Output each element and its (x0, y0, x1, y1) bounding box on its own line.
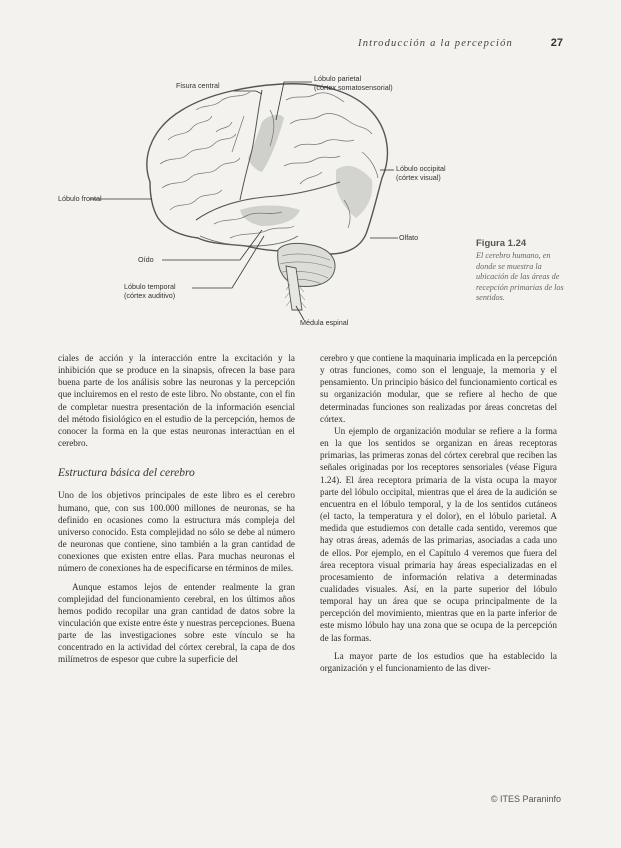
label-lobulo-occipital: Lóbulo occipital (396, 164, 446, 173)
left-paragraph-1: ciales de acción y la interacción entre la excitación y la inhibición que se produce en la sinapsis, ofrecen la base para buena parte de los análisis sobre las neuronas y la percepción que incluiremos en el resto de este libro. No obstante, con el fin de completar nuestra presentación de la información esencial del método fisiológico en el estudio de la percepción, hemos de conocer la forma en la que estas neuronas interactúan en el cerebro. (58, 353, 295, 449)
label-lobulo-occipital-sub: (córtex visual) (396, 173, 441, 182)
right-column (320, 352, 557, 674)
label-oido: Oído (138, 255, 154, 264)
occipital-shaded-area (336, 166, 372, 218)
figure-caption (476, 238, 571, 304)
label-lobulo-parietal: Lóbulo parietal (314, 74, 362, 83)
label-lobulo-parietal-sub: (córtex somatosensorial) (314, 83, 393, 92)
left-paragraph-2: Uno de los objetivos principales de este libro es el cerebro humano, que, con sus 100.000 millones de neuronas, se ha definido en ocasiones como la estructura más compleja del universo conocido. Esta complejidad no sólo se debe al número de neuronas que contiene, sino también a la gran cantidad de conexiones que existen entre ellas. Para muchas neuronas el número de conexiones ha de especificarse en términos de miles. (58, 490, 295, 574)
label-lobulo-temporal: Lóbulo temporal (124, 282, 176, 291)
running-title: Introducción a la percepción (358, 38, 513, 49)
right-paragraph-1: cerebro y que contiene la maquinaria implicada en la percepción y otras funciones, como son el lenguaje, la memoria y el pensamiento. Un principio básico del funcionamiento cortical es su organización modular, que se refiere al hecho de que determinadas funciones son realizadas por áreas concretas del córtex. (320, 353, 557, 424)
label-lobulo-temporal-sub: (córtex auditivo) (124, 291, 176, 300)
right-paragraph-3: La mayor parte de los estudios que ha establecido la organización y el funcionamiento de las diver- (320, 650, 557, 673)
page-number: 27 (550, 37, 563, 49)
temporal-shaded-area (240, 206, 300, 227)
label-olfato: Olfato (399, 233, 419, 242)
left-paragraph-3: Aunque estamos lejos de entender realmente la gran complejidad del funcionamiento cerebral, en los últimos años hemos podido recopilar una gran cantidad de datos sobre la vinculación que existe entre éste y nuestras percepciones. Buena parte de las investigaciones sobre este vínculo se ha concentrado en la actividad del córtex cerebral, la capa de dos milímetros de espesor que cubre la superficie del (58, 581, 295, 665)
label-medula-espinal: Médula espinal (300, 318, 349, 327)
brain-figure (0, 60, 621, 350)
caption-text: El cerebro humano, en donde se muestra la ubicación de las áreas de recepción primarias de los sentidos. (476, 251, 564, 302)
section-heading: Estructura básica del cerebro (58, 467, 195, 480)
label-fisura-central: Fisura central (176, 81, 220, 90)
brain-illustration (0, 60, 621, 350)
copyright-footer: © ITES Paraninfo (490, 794, 561, 804)
caption-title: Figura 1.24 (476, 238, 527, 249)
left-column (58, 352, 295, 666)
right-paragraph-2: Un ejemplo de organización modular se refiere a la forma en la que los sentidos se organizan en áreas receptoras primarias, las primeras zonas del córtex cerebral que reciben las señales originadas por los receptores sensoriales (véase Figura 1.24). El área receptora primaria de la vista ocupa la mayor parte del lóbulo occipital, mientras que el área de la audición se encuentra en el lóbulo temporal, y la de los sentidos cutáneos (el tacto, la temperatura y el dolor), en el lóbulo parietal. A medida que estudiemos con detalle cada sentido, veremos que hay otras áreas, además de las primarias, asociadas a cada uno de ellos. Por ejemplo, en el Capítulo 4 veremos que fuera del área receptora visual primaria hay áreas especializadas en el procesamiento de información relativa a determinadas cualidades visuales. Así, en la parte superior del lóbulo temporal hay un área que se ocupa principalmente de la percepción del movimiento, mientras que en la parte inferior de este mismo lóbulo hay una zona que se ocupa de la percepción de las formas. (320, 425, 557, 643)
page-header (0, 38, 621, 54)
label-lobulo-frontal: Lóbulo frontal (58, 194, 102, 203)
